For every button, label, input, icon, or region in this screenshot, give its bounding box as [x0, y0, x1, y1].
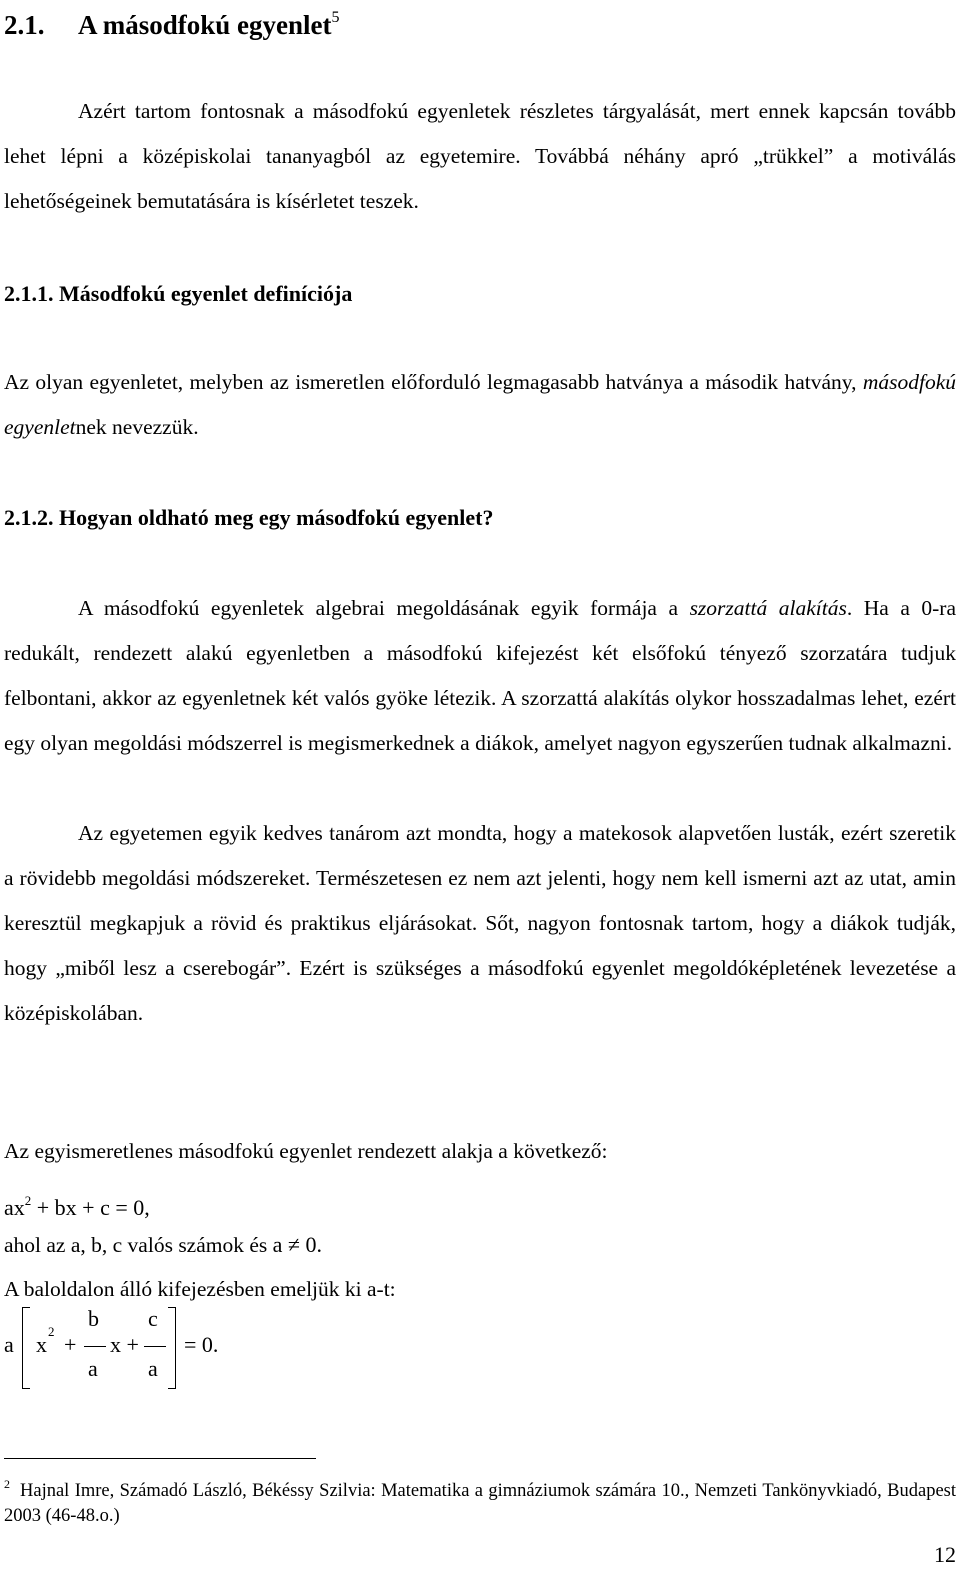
b-numerator: b: [88, 1306, 99, 1331]
equation-intro: Az egyismeretlenes másodfokú egyenlet rendezett alakja a következő:: [4, 1139, 608, 1163]
right-bracket: [168, 1307, 176, 1389]
factoring-term: szorzattá alakítás: [689, 596, 847, 620]
c-denominator: a: [148, 1356, 158, 1381]
definition-term: másodfokú egyenlet: [4, 370, 956, 439]
section-number: 2.1.: [4, 10, 45, 40]
factored-equation: [4, 1304, 404, 1390]
general-form-equation: $ax^2$ + bx + c = 0,: [4, 1193, 150, 1220]
factor-x: x: [36, 1332, 47, 1357]
b-denominator: a: [88, 1356, 98, 1381]
factor-a: a: [4, 1332, 14, 1357]
footnote-text: Hajnal Imre, Számadó László, Békéssy Szilvia: Matematika a gimnáziumok számára 10., Nemzeti Tankönyvkiadó, Budapest 2003 (46-48.o.): [4, 1481, 956, 1526]
lazy-text: Az egyetemen egyik kedves tanárom azt mondta, hogy a matekosok alapvetően lusták, ezért szeretik a rövidebb megoldási módszereket. Természetesen ez nem azt jelenti, hogy nem kell ismerni azt az utat, amin keresztül megkapjuk a rövid és praktikus eljárásokat. Sőt, nagyon fontosnak tartom, hogy a diákok tudják, hogy „miből lesz a cserebogár”. Ezért is szükséges a másodfokú egyenlet megoldóképletének levezetése a középiskolában.: [4, 821, 956, 1025]
fraction-bar-b: [84, 1346, 106, 1347]
footnote: [4, 1472, 956, 1529]
fraction-bar-c: [144, 1346, 166, 1347]
condition-text: ahol az a, b, c valós számok és: [4, 1233, 273, 1257]
factoring-text-after: . Ha a 0-ra redukált, rendezett alakú egyenletben a másodfokú kifejezést két elsőfokú tényező szorzatára tudjuk felbontani, akkor az egyenletnek két valós gyöke létezik. A szorzattá alakítás olykor hosszadalmas lehet, ezért egy olyan megoldási módszerrel is megismerkednek a diákok, amelyet nagyon egyszerűen tudnak alkalmazni.: [4, 596, 956, 755]
subsection-2-heading: 2.1.2. Hogyan oldható meg egy másodfokú egyenlet?: [4, 505, 494, 530]
intro-paragraph: [4, 89, 956, 224]
factoring-text-before: A másodfokú egyenletek algebrai megoldásának egyik formája a: [78, 596, 690, 620]
left-bracket: [22, 1307, 30, 1389]
subsection-1-heading: 2.1.1. Másodfokú egyenlet definíciója: [4, 281, 353, 306]
definition-text-after: nek nevezzük.: [75, 415, 199, 439]
page-number: 12: [934, 1542, 956, 1567]
factoring-paragraph: [4, 586, 956, 766]
section-title: A másodfokú egyenlet: [78, 10, 332, 40]
definition-paragraph: [4, 360, 956, 450]
definition-text-before: Az olyan egyenletet, melyben az ismeretlen előforduló legmagasabb hatványa a második hatvány,: [4, 370, 863, 394]
intro-text: Azért tartom fontosnak a másodfokú egyenletek részletes tárgyalását, mert ennek kapcsán tovább lehet lépni a középiskolai tananyagból az egyetemire. Továbbá néhány apró „trükkel” a motiválás lehetőségeinek bemutatására is kísérletet teszek.: [4, 99, 956, 213]
x-plus: x +: [110, 1332, 139, 1357]
condition-line: [4, 1230, 956, 1260]
section-heading: [4, 0, 956, 43]
footnote-separator: [4, 1458, 316, 1459]
plus-sign: +: [64, 1332, 77, 1357]
footnote-ref: 5: [331, 9, 340, 26]
factor-intro: A baloldalon álló kifejezésben emeljük ki a-t:: [4, 1277, 396, 1301]
c-numerator: c: [148, 1306, 158, 1331]
condition-math: a ≠ 0.: [272, 1232, 322, 1257]
equals-zero: = 0.: [184, 1332, 219, 1357]
factor-exp: 2: [48, 1324, 55, 1339]
lazy-mathematicians-paragraph: [4, 811, 956, 1036]
footnote-mark: 2: [4, 1477, 10, 1491]
